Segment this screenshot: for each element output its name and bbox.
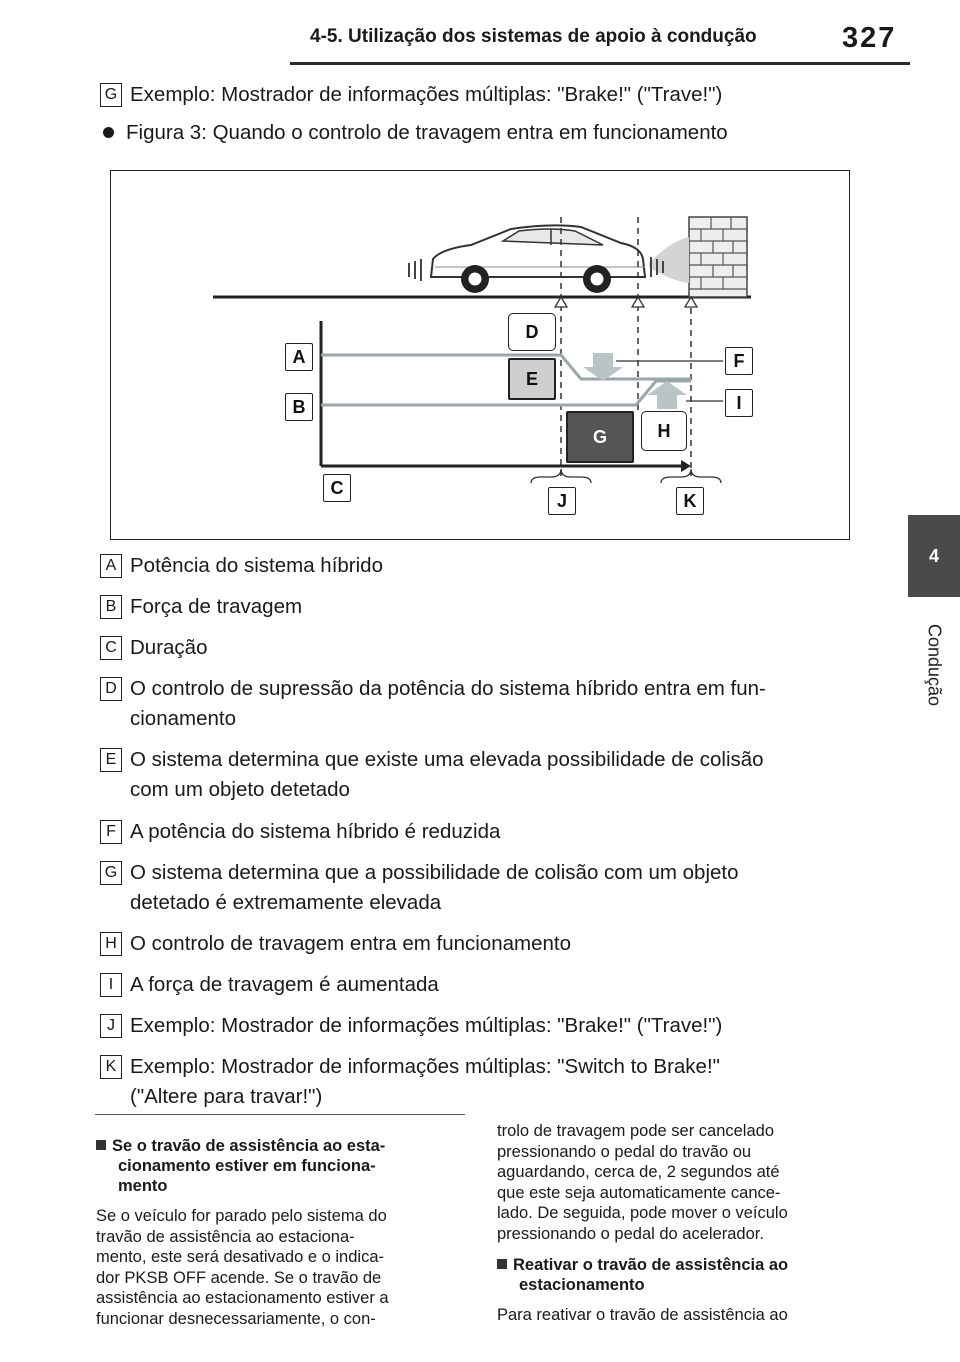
figure-caption	[100, 118, 728, 148]
chapter-tab-label	[908, 610, 960, 720]
left-paragraph	[96, 1206, 476, 1329]
label-h: H	[641, 411, 687, 451]
brake-line	[321, 381, 691, 405]
key-box: J	[100, 1014, 122, 1038]
braking-diagram	[110, 170, 850, 540]
label-d: D	[508, 313, 556, 351]
key-box: C	[100, 636, 122, 660]
figure-caption-text: Figura 3: Quando o controlo de travagem entra em funcionamento	[126, 121, 728, 144]
label-j: J	[548, 487, 576, 515]
key-box: B	[100, 595, 122, 619]
right-column	[497, 1121, 877, 1326]
brick-wall-icon	[689, 217, 747, 297]
subheading-parking-brake	[96, 1136, 476, 1196]
right-paragraph	[497, 1121, 877, 1244]
legend-text-cont: ("Altere para travar!")	[130, 1085, 323, 1108]
sensor-beam	[649, 237, 689, 283]
legend-text: O controlo de supressão da potência do sistema híbrido entra em fun-	[130, 677, 766, 700]
legend-text-cont: com um objeto detetado	[130, 778, 350, 801]
label-b: B	[285, 393, 313, 421]
legend-text: A força de travagem é aumentada	[130, 973, 439, 996]
header-rule	[290, 62, 910, 65]
key-box: G	[100, 861, 122, 885]
bullet-icon	[103, 127, 114, 138]
square-bullet-icon	[96, 1140, 106, 1150]
section-title: 4-5. Utilização dos sistemas de apoio à condução	[310, 26, 757, 47]
legend-text: Exemplo: Mostrador de informações múltiplas: "Brake!" ("Trave!")	[130, 1014, 723, 1037]
x-axis-arrow	[681, 460, 691, 472]
paragraph-line: Para reativar o travão de assistência ao	[497, 1306, 788, 1324]
column-rule	[95, 1114, 465, 1115]
subheading-line: estacionamento	[519, 1276, 645, 1294]
legend-text: O sistema determina que a possibilidade de colisão com um objeto	[130, 861, 739, 884]
legend-text: O sistema determina que existe uma elevada possibilidade de colisão	[130, 748, 764, 771]
page-number: 327	[842, 22, 897, 54]
legend-text: Potência do sistema híbrido	[130, 554, 383, 577]
car-icon	[409, 225, 663, 293]
paragraph-line: pressionando o pedal do acelerador.	[497, 1224, 764, 1243]
key-box: E	[100, 748, 122, 772]
paragraph-line: assistência ao estacionamento estiver a	[96, 1289, 389, 1307]
label-a: A	[285, 343, 313, 371]
label-c: C	[323, 474, 351, 502]
key-box: I	[100, 973, 122, 997]
legend-text: A potência do sistema híbrido é reduzida	[130, 820, 501, 843]
left-column	[96, 1136, 476, 1329]
label-k: K	[676, 487, 704, 515]
paragraph-line: dor PKSB OFF acende. Se o travão de	[96, 1268, 382, 1287]
chapter-label-text: Condução	[924, 623, 945, 707]
key-box: A	[100, 554, 122, 578]
subheading-line: cionamento estiver em funciona-	[118, 1157, 376, 1175]
key-box: F	[100, 820, 122, 844]
label-e: E	[508, 358, 556, 400]
legend-text-cont: detetado é extremamente elevada	[130, 891, 442, 914]
paragraph-line: travão de assistência ao estaciona-	[96, 1227, 355, 1246]
right-paragraph-2	[497, 1305, 877, 1326]
paragraph-line: funcionar desnecessariamente, o con-	[96, 1309, 376, 1328]
key-box: D	[100, 677, 122, 701]
key-box: G	[100, 83, 122, 107]
power-line	[321, 355, 691, 379]
paragraph-line: Se o veículo for parado pelo sistema do	[96, 1207, 387, 1225]
paragraph-line: que este seja automaticamente cance-	[497, 1183, 781, 1202]
paragraph-line: lado. De seguida, pode mover o veículo	[497, 1204, 788, 1222]
paragraph-line: pressionando o pedal do travão ou	[497, 1142, 752, 1161]
legend-text: Exemplo: Mostrador de informações múltiplas: "Switch to Brake!"	[130, 1055, 720, 1078]
label-g: G	[566, 411, 634, 463]
item-text: Exemplo: Mostrador de informações múltiplas: "Brake!" ("Trave!")	[130, 83, 723, 106]
key-box: H	[100, 932, 122, 956]
paragraph-line: aguardando, cerca de, 2 segundos até	[497, 1163, 780, 1181]
paragraph-line: trolo de travagem pode ser cancelado	[497, 1122, 775, 1140]
key-box: K	[100, 1055, 122, 1079]
paragraph-line: mento, este será desativado e o indica-	[96, 1248, 385, 1266]
square-bullet-icon	[497, 1259, 507, 1269]
chapter-tab[interactable]: 4	[908, 515, 960, 597]
label-f: F	[725, 347, 753, 375]
power-down-arrow	[583, 353, 623, 381]
subheading-line: Reativar o travão de assistência ao	[513, 1256, 789, 1274]
subheading-line: Se o travão de assistência ao esta-	[112, 1137, 386, 1155]
subheading-reactivate	[497, 1255, 877, 1295]
label-i: I	[725, 389, 753, 417]
subheading-line: mento	[118, 1177, 168, 1195]
legend-text-cont: cionamento	[130, 707, 236, 730]
legend-text: O controlo de travagem entra em funcionamento	[130, 932, 571, 955]
legend-text: Duração	[130, 636, 208, 659]
legend-text: Força de travagem	[130, 595, 303, 618]
